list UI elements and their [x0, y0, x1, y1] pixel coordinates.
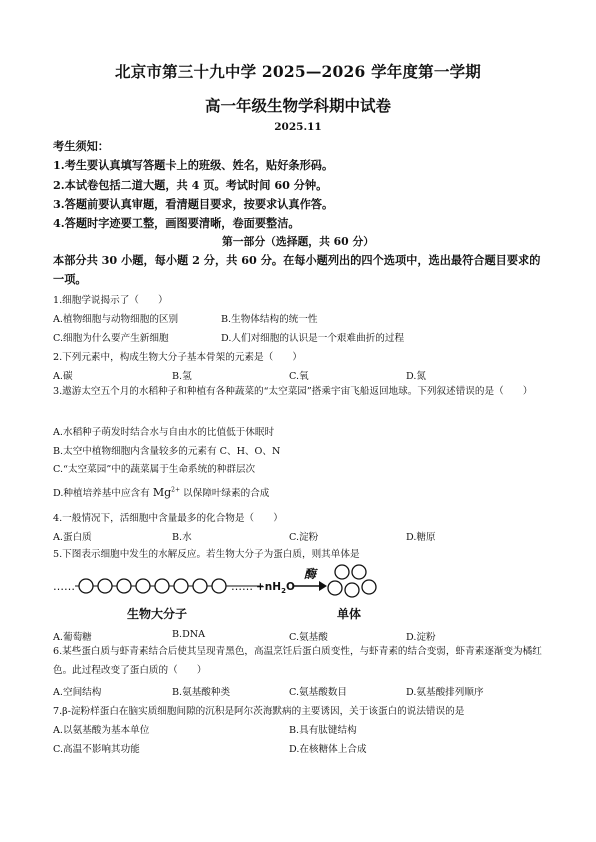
- option-d: D.氨基酸排列顺序: [406, 687, 484, 698]
- chain-monomer: [136, 579, 150, 593]
- chain-dots-right: ……: [231, 580, 253, 593]
- option-b: B.具有肽键结构: [289, 725, 357, 736]
- question-stem: 3.遨游太空五个月的水稻种子和种植有各种蔬菜的“太空菜园”搭乘宇宙飞船返回地球。下列叙述错误的是（ ）: [53, 386, 533, 397]
- question-stem: 7.β-淀粉样蛋白在脑实质细胞间隙的沉积是阿尔茨海默病的主要诱因，关于该蛋白的说法错误的是: [53, 706, 465, 717]
- notice-item: 2.本试卷包括二道大题，共 4 页。考试时间 60 分钟。: [53, 178, 328, 192]
- option-a: A.蛋白质: [53, 532, 92, 543]
- option-b: B.DNA: [172, 629, 206, 640]
- option-b: B.太空中植物细胞内含量较多的元素有 C、H、O、N: [53, 446, 281, 457]
- option-d-prefix: D.种植培养基中应含有: [53, 488, 150, 499]
- chain-monomer: [98, 579, 112, 593]
- free-monomer: [352, 565, 366, 579]
- option-b: B.氨基酸种类: [172, 687, 231, 698]
- monomer-label: 单体: [337, 607, 362, 621]
- chain-dots-left: ……: [53, 580, 75, 593]
- chain-monomer: [212, 579, 226, 593]
- exam-date: 2025.11: [274, 121, 322, 133]
- option-c: C.氨基酸: [289, 632, 328, 643]
- option-b: B.水: [172, 532, 192, 543]
- option-d: D.在核糖体上合成: [289, 744, 367, 755]
- free-monomer: [328, 581, 342, 595]
- mg-symbol: Mg: [152, 486, 172, 499]
- exam-title-line1: 北京市第三十九中学 2025—2026 学年度第一学期: [115, 62, 481, 81]
- option-d: [53, 485, 269, 499]
- option-b: B.生物体结构的统一性: [221, 314, 318, 325]
- section-title: 第一部分（选择题，共 60 分）: [221, 235, 375, 248]
- option-c: C.淀粉: [289, 532, 319, 543]
- free-monomer: [335, 565, 349, 579]
- question-stem: 2.下列元素中，构成生物大分子基本骨架的元素是（ ）: [53, 352, 302, 363]
- chain-monomer: [117, 579, 131, 593]
- water-reactant: $+nH_2O$: [256, 581, 295, 595]
- chain-monomer: [174, 579, 188, 593]
- option-a: A.以氨基酸为基本单位: [53, 725, 150, 736]
- exam-title-line2: 高一年级生物学科期中试卷: [204, 96, 391, 115]
- question-stem: 1.细胞学说揭示了（ ）: [53, 295, 168, 306]
- mg-ion: [153, 486, 180, 499]
- chain-monomer: [79, 579, 93, 593]
- option-c: C.高温不影响其功能: [53, 744, 140, 755]
- option-d: D.氮: [406, 371, 426, 382]
- section-intro: 本部分共 30 小题，每小题 2 分，共 60 分。在每小题列出的四个选项中，选出最符合题目要求的一项。: [53, 253, 541, 286]
- free-monomer: [362, 580, 376, 594]
- option-a: A.碳: [53, 371, 73, 382]
- chain-monomer: [193, 579, 207, 593]
- option-a: A.水稻种子萌发时结合水与自由水的比值低于休眠时: [53, 427, 275, 438]
- option-c: C.“太空菜园”中的蔬菜属于生命系统的种群层次: [53, 464, 256, 475]
- question-stem: 5.下图表示细胞中发生的水解反应。若生物大分子为蛋白质，则其单体是: [53, 549, 360, 560]
- option-d: D.糖原: [406, 532, 436, 543]
- option-d: D.淀粉: [406, 632, 436, 643]
- macromolecule-label: 生物大分子: [127, 607, 188, 621]
- option-c: C.细胞为什么要产生新细胞: [53, 333, 169, 344]
- option-a: A.空间结构: [53, 687, 102, 698]
- option-c: C.氧: [289, 371, 309, 382]
- notice-heading: 考生须知：: [53, 139, 109, 153]
- option-d: D.人们对细胞的认识是一个艰难曲折的过程: [221, 333, 405, 344]
- free-monomer: [345, 583, 359, 597]
- notice-item: 1.考生要认真填写答题卡上的班级、姓名，贴好条形码。: [53, 158, 334, 172]
- enzyme-label: 酶: [304, 567, 317, 581]
- option-a: A.植物细胞与动物细胞的区别: [53, 314, 179, 325]
- notice-item: 4.答题时字迹要工整，画图要清晰，卷面要整洁。: [53, 216, 300, 230]
- notice-item: 3.答题前要认真审题，看清题目要求，按要求认真作答。: [53, 197, 334, 211]
- question-stem: 4.一般情况下，活细胞中含量最多的化合物是（ ）: [53, 513, 283, 524]
- option-a: A.葡萄糖: [53, 632, 92, 643]
- chain-monomer: [155, 579, 169, 593]
- option-b: B.氢: [172, 371, 192, 382]
- hydrolysis-diagram: [53, 562, 383, 626]
- arrow-head: [319, 581, 327, 591]
- option-d-suffix: 以保障叶绿素的合成: [183, 488, 270, 499]
- mg-charge: 2+: [171, 486, 180, 494]
- question-stem: 6.某些蛋白质与虾青素结合后使其呈现青黑色，高温烹饪后蛋白质变性，与虾青素的结合变弱，虾青素逐渐变为橘红色。此过程改变了蛋白质的（ ）: [53, 646, 542, 676]
- option-c: C.氨基酸数目: [289, 687, 348, 698]
